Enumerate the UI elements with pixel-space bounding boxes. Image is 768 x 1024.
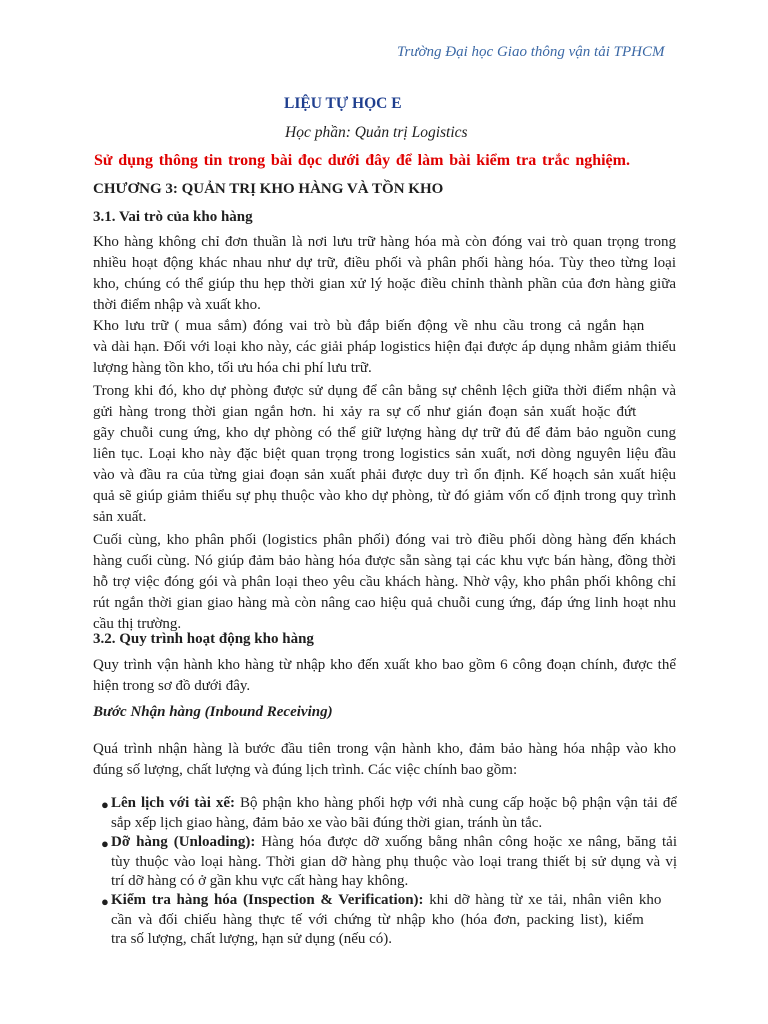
paragraph-line: Kho hàng không chỉ đơn thuần là nơi lưu trữ hàng hóa mà còn đóng vai trò quan trọng trong xyxy=(93,234,676,250)
paragraph-line: nhiều hoạt động khác nhau như dự trữ, điều phối và phân phối hàng hóa. Tùy theo từng loại xyxy=(93,255,676,271)
paragraph-line: Trong khi đó, kho dự phòng được sử dụng để cân bằng sự chênh lệch giữa thời điểm nhận và xyxy=(93,383,676,399)
section-heading-3-2: 3.2. Quy trình hoạt động kho hàng xyxy=(93,631,314,647)
paragraph-line: Quá trình nhận hàng là bước đầu tiên trong vận hành kho, đảm bảo hàng hóa nhập vào kho xyxy=(93,741,676,757)
paragraph-line: gãy chuỗi cung ứng, kho dự phòng có thể giữ lượng hàng dự trữ đủ để đảm bảo nguồn cung xyxy=(93,425,676,441)
paragraph-line: hàng cuối cùng. Nó giúp đảm bảo hàng hóa được sẵn sàng tại các khu vực bán hàng, đồng thời xyxy=(93,553,676,569)
paragraph-line: rút ngắn thời gian giao hàng mà còn nâng cao hiệu quả chuỗi cung ứng, đáp ứng linh hoạt nhu xyxy=(93,595,676,611)
paragraph-line: hiện trong sơ đồ dưới đây. xyxy=(93,678,251,694)
paragraph-line: Quy trình vận hành kho hàng từ nhập kho đến xuất kho bao gồm 6 công đoạn chính, được thể xyxy=(93,657,676,673)
bullet-line: tra số lượng, chất lượng, hạn sử dụng (nếu có). xyxy=(111,931,393,947)
paragraph-line: Cuối cùng, kho phân phối (logistics phân phối) đóng vai trò điều phối dòng hàng đến khách xyxy=(93,532,676,548)
page-header: Trường Đại học Giao thông vận tải TPHCM xyxy=(397,44,665,60)
paragraph-line: cầu thị trường. xyxy=(93,616,182,632)
section-heading-3-1: 3.1. Vai trò của kho hàng xyxy=(93,209,253,225)
paragraph-line: sản xuất. xyxy=(93,509,147,525)
instruction-text: Sử dụng thông tin trong bài đọc dưới đây để làm bài kiểm tra trắc nghiệm. xyxy=(94,152,630,169)
paragraph-line: hỗ trợ việc đóng gói và phân loại theo yêu cầu khách hàng. Nhờ vậy, kho phân phối không chỉ xyxy=(93,574,676,590)
paragraph-line: và dài hạn. Đối với loại kho này, các giải pháp logistics hiện đại được áp dụng nhằm giảm thiểu xyxy=(93,339,676,355)
bullet-line: sắp xếp lịch giao hàng, đảm bảo xe vào bãi đúng thời gian, tránh ùn tắc. xyxy=(111,815,543,831)
bullet-line: Lên lịch với tài xế: Bộ phận kho hàng phối hợp với nhà cung cấp hoặc bộ phận vận tải để xyxy=(111,795,677,811)
paragraph-line: liên tục. Loại kho này đặc biệt quan trọng trong logistics sản xuất, nơi dòng nguyên liệu đầu xyxy=(93,446,676,462)
bullet-line: Dỡ hàng (Unloading): Hàng hóa được dỡ xuống bằng nhân công hoặc xe nâng, băng tải xyxy=(111,834,677,850)
paragraph-line: thời điểm nhập và xuất kho. xyxy=(93,297,261,313)
bullet-line: cần và đối chiếu hàng thực tế với chứng từ nhập kho (hóa đơn, packing list), kiểm xyxy=(111,912,644,928)
document-title: LIỆU TỰ HỌC E xyxy=(284,95,402,112)
bullet-icon: ● xyxy=(101,797,109,812)
bullet-line: trí dỡ hàng có ở gần khu vực cất hàng hay không. xyxy=(111,873,409,889)
paragraph-line: gửi hàng trong thời gian ngắn hơn. hi xảy ra sự cố như gián đoạn sản xuất hoặc đứt xyxy=(93,404,637,420)
bullet-icon: ● xyxy=(101,894,109,909)
bullet-line: Kiểm tra hàng hóa (Inspection & Verification): khi dỡ hàng từ xe tải, nhân viên kho xyxy=(111,892,662,908)
paragraph-line: quả sẽ giúp giảm thiểu sự phụ thuộc vào kho dự phòng, từ đó giảm vốn cố định trong quy trình xyxy=(93,488,676,504)
paragraph-line: Kho lưu trữ ( mua sắm) đóng vai trò bù đắp biến động về nhu cầu trong cả ngắn hạn xyxy=(93,318,645,334)
course-name: Học phần: Quản trị Logistics xyxy=(285,124,468,141)
chapter-heading: CHƯƠNG 3: QUẢN TRỊ KHO HÀNG VÀ TỒN KHO xyxy=(93,181,444,197)
paragraph-line: lượng hàng tồn kho, tối ưu hóa chi phí lưu trữ. xyxy=(93,360,372,376)
bullet-icon: ● xyxy=(101,836,109,851)
bullet-line: tùy thuộc vào loại hàng. Thời gian dỡ hàng phụ thuộc vào loại trang thiết bị sử dụng và vị xyxy=(111,854,677,870)
paragraph-line: kho, chúng có thể giúp thu hẹp thời gian xử lý hoặc điều chỉnh thành phần của đơn hàng giữa xyxy=(93,276,676,292)
paragraph-line: vào và đầu ra của từng giai đoạn sản xuất phải được duy trì ổn định. Kế hoạch sản xuất hiệu xyxy=(93,467,676,483)
paragraph-line: đúng số lượng, chất lượng và đúng lịch trình. Các việc chính bao gồm: xyxy=(93,762,518,778)
step-heading: Bước Nhận hàng (Inbound Receiving) xyxy=(93,704,333,720)
